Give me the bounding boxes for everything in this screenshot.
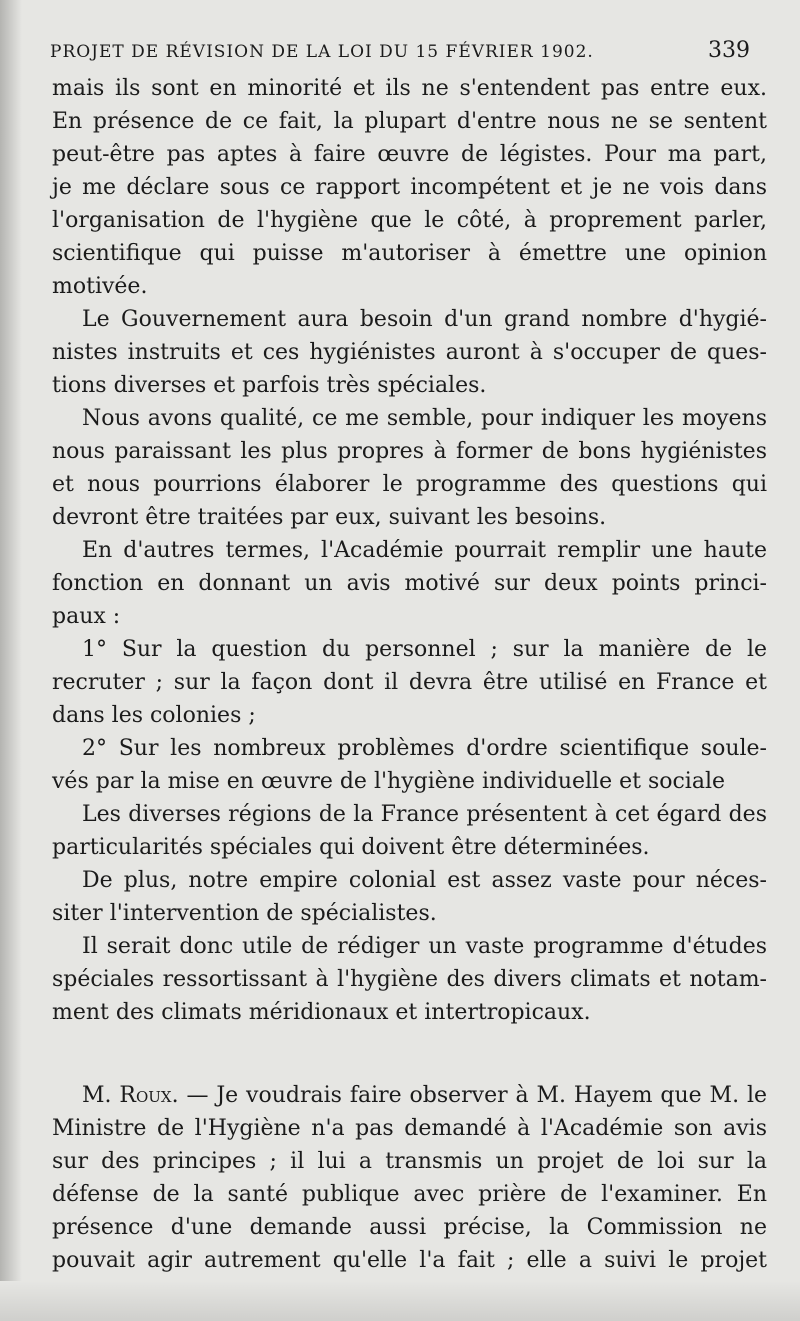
text-line: défense de la santé publique avec prière de l'examiner. En [52, 1182, 767, 1207]
text-line: spéciales ressortissant à l'hygiène des divers climats et notam- [52, 967, 767, 992]
text-line: et nous pourrions élaborer le programme des questions qui [52, 472, 767, 497]
text-line: devront être traitées par eux, suivant les besoins. [52, 505, 607, 530]
page-bottom-shadow [0, 1281, 800, 1321]
paragraph-8 [52, 864, 767, 930]
paragraph-5 [52, 633, 767, 732]
section-gap [52, 1029, 767, 1079]
text-line: nous paraissant les plus propres à former de bons hygiénistes [52, 439, 767, 464]
text-line: paux : [52, 604, 121, 629]
text-line: siter l'intervention de spécialistes. [52, 901, 437, 926]
paragraph-7 [52, 798, 767, 864]
text-line: Les diverses régions de la France présentent à cet égard des [82, 802, 767, 827]
text-line: l'organisation de l'hygiène que le côté, à proprement parler, [52, 208, 767, 233]
text-line: tions diverses et parfois très spéciales. [52, 373, 487, 398]
text-line: présence d'une demande aussi précise, la Commission ne [52, 1215, 767, 1240]
text-line: dans les colonies ; [52, 703, 256, 728]
text-line [52, 1079, 767, 1112]
paragraph-9 [52, 930, 767, 1029]
text-line: ment des climats méridionaux et intertropicaux. [52, 1000, 591, 1025]
body-text [52, 72, 767, 1277]
text-line: En présence de ce fait, la plupart d'entre nous ne se sentent [52, 109, 767, 134]
speaker-name: M. Roux. [82, 1083, 179, 1108]
text-line: En d'autres termes, l'Académie pourrait remplir une haute [82, 538, 767, 563]
text-line: peut-être pas aptes à faire œuvre de légistes. Pour ma part, [52, 142, 767, 167]
text-line: motivée. [52, 274, 148, 299]
text-line: nistes instruits et ces hygiénistes auront à s'occuper de ques- [52, 340, 767, 365]
text-line: particularités spéciales qui doivent être déterminées. [52, 835, 650, 860]
paragraph-4 [52, 534, 767, 633]
text-line: Ministre de l'Hygiène n'a pas demandé à l'Académie son avis [52, 1116, 767, 1141]
text-line: De plus, notre empire colonial est assez vaste pour néces- [82, 868, 767, 893]
paragraph-6 [52, 732, 767, 798]
text-fragment: — Je voudrais faire observer à M. Hayem que M. le [186, 1083, 767, 1108]
running-title: PROJET DE RÉVISION DE LA LOI DU 15 FÉVRIER 1902. [50, 42, 594, 62]
text-line: sur des principes ; il lui a transmis un projet de loi sur la [52, 1149, 767, 1174]
text-line: Nous avons qualité, ce me semble, pour indiquer les moyens [82, 406, 767, 431]
paragraph-roux [52, 1079, 767, 1277]
text-line: scientifique qui puisse m'autoriser à émettre une opinion [52, 241, 767, 266]
text-line: je me déclare sous ce rapport incompétent et je ne vois dans [52, 175, 767, 200]
running-header [50, 38, 750, 68]
text-line: mais ils sont en minorité et ils ne s'entendent pas entre eux. [52, 76, 767, 101]
text-line: 2° Sur les nombreux problèmes d'ordre scientifique soule- [82, 736, 767, 761]
text-line: fonction en donnant un avis motivé sur deux points princi- [52, 571, 767, 596]
text-line: recruter ; sur la façon dont il devra être utilisé en France et [52, 670, 767, 695]
page-gutter-shadow [0, 0, 22, 1321]
text-line: Le Gouvernement aura besoin d'un grand nombre d'hygié- [82, 307, 767, 332]
paragraph-1 [52, 72, 767, 303]
page-number: 339 [708, 38, 750, 63]
text-line: 1° Sur la question du personnel ; sur la manière de le [82, 637, 767, 662]
text-line: vés par la mise en œuvre de l'hygiène individuelle et sociale [52, 769, 726, 794]
paragraph-2 [52, 303, 767, 402]
paragraph-3 [52, 402, 767, 534]
text-line: Il serait donc utile de rédiger un vaste programme d'études [82, 934, 767, 959]
text-line: pouvait agir autrement qu'elle l'a fait ; elle a suivi le projet [52, 1248, 767, 1273]
